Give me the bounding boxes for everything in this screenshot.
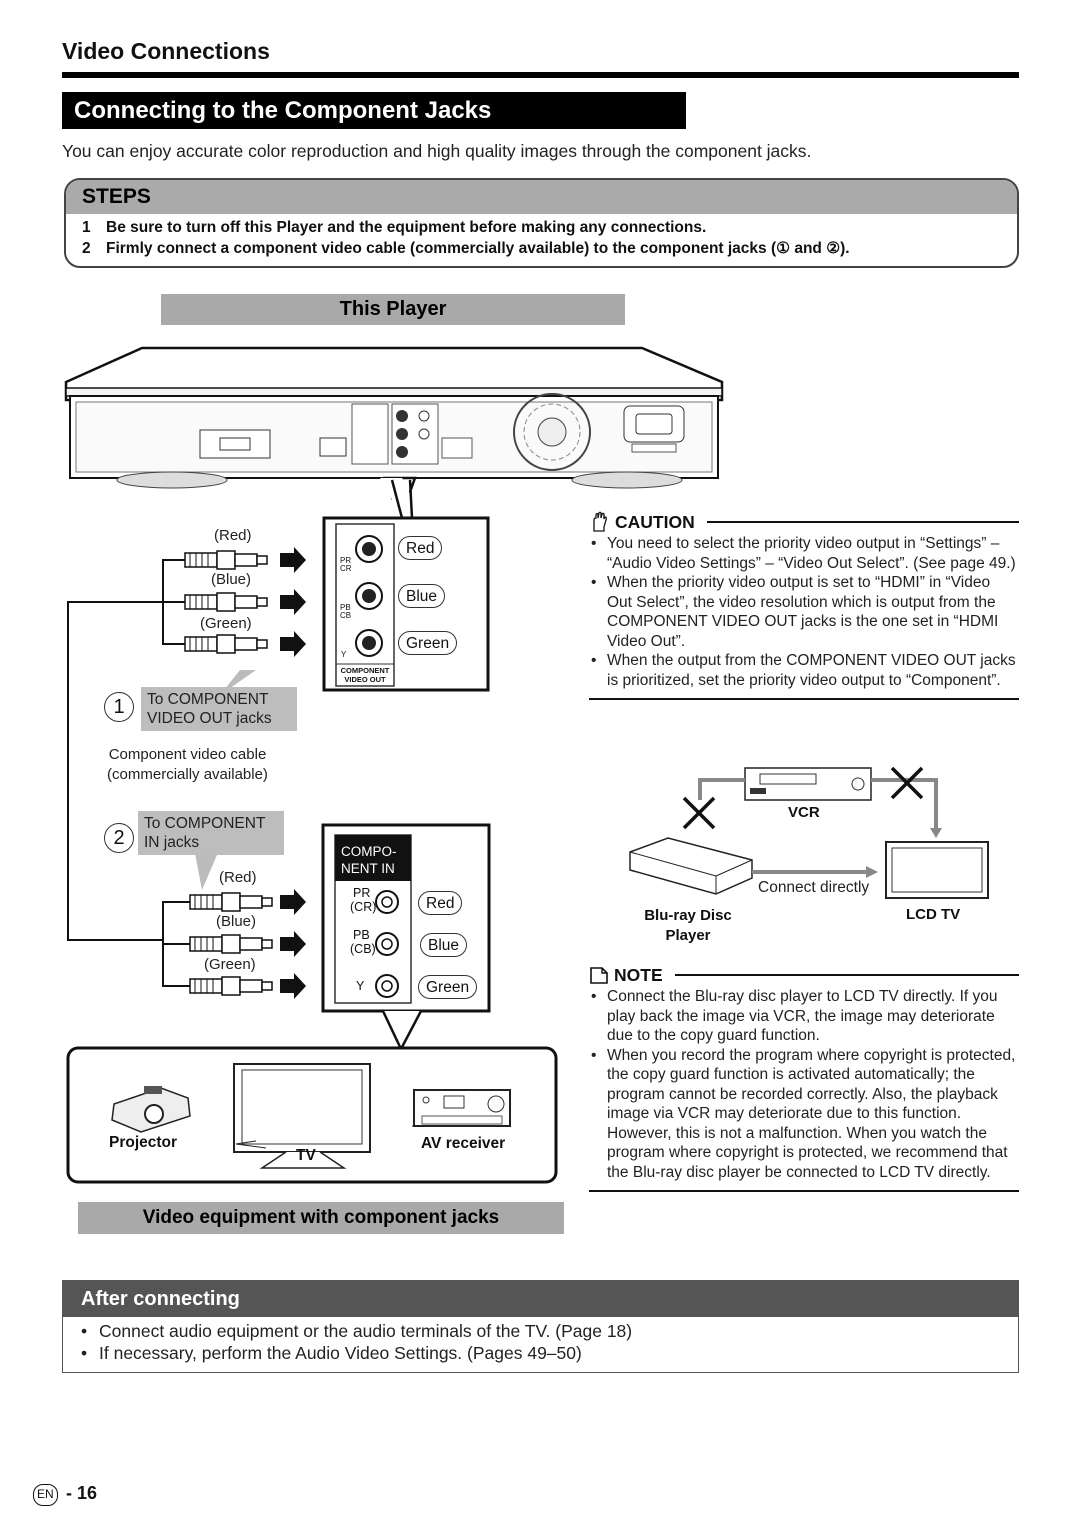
caution-item: • When the output from the COMPONENT VIDEO OUT jacks is prioritized, set the priority video output to “Component”. (589, 651, 1019, 690)
y-label: Y (341, 650, 347, 659)
tv-blue-pill: Blue (420, 933, 467, 957)
after-connecting-box (62, 1280, 1019, 1373)
step-number: 2 (82, 240, 91, 257)
player-red-pill: Red (398, 536, 442, 560)
note-icon (589, 965, 609, 985)
after-item: • If necessary, perform the Audio Video Settings. (Pages 49–50) (81, 1343, 582, 1363)
step-number: 1 (82, 219, 91, 236)
lcd-tv-label: LCD TV (906, 906, 961, 923)
top-green-label: (Green) (200, 615, 252, 632)
player-back-illustration (62, 340, 727, 500)
step1-label: To COMPONENT VIDEO OUT jacks (141, 687, 297, 731)
after-connecting-heading: After connecting (81, 1288, 240, 1310)
step-2 (82, 239, 850, 258)
page-title: Connecting to the Component Jacks (62, 92, 686, 129)
connect-directly-label: Connect directly (758, 879, 870, 896)
bottom-green-label: (Green) (204, 956, 256, 973)
pr-label: PR CR (340, 556, 352, 573)
caution-item: • When the priority video output is set to “HDMI” in “Video Out Select”, the video resolution which is output from the COMPONENT VIDEO OUT jacks is the one set in “HDMI Video Out”. (589, 573, 1019, 651)
top-blue-label: (Blue) (211, 571, 252, 588)
steps-header (66, 180, 1017, 214)
av-receiver-label: AV receiver (421, 1135, 506, 1152)
step2-number: 2 (104, 823, 134, 853)
step-text: Firmly connect a component video cable (commercially available) to the component jacks (① and ②). (106, 240, 850, 257)
caution-section (589, 510, 1019, 700)
note-item: • When you record the program where copyright is protected, the copy guard function is activated automatically; the program cannot be recorded correctly. Also, the playback image via VCR may deteriorate due to this function. However, this is not a malfunction. When you watch the program where copyright is protected, we recommend that the Blu-ray disc player be connected to LCD TV directly. (589, 1046, 1019, 1183)
tv-y-label: Y (356, 979, 365, 993)
caution-item: • You need to select the priority video output in “Settings” – “Audio Video Settings” – “Video Out Select”. (See page 49.) (589, 534, 1019, 573)
bottom-red-label: (Red) (219, 869, 257, 886)
component-in-header: COMPO- NENT IN (341, 844, 397, 876)
steps-heading: STEPS (82, 185, 151, 208)
bluray-label: Blu-ray Disc Player (644, 907, 732, 944)
cross-icon (892, 768, 922, 798)
caution-heading: CAUTION (615, 511, 695, 532)
after-connecting-header (63, 1281, 1018, 1317)
cross-icon (684, 798, 714, 828)
player-blue-pill: Blue (398, 584, 445, 608)
top-red-label: (Red) (214, 527, 252, 544)
note-item: • Connect the Blu-ray disc player to LCD TV directly. If you play back the image via VCR, the image may deteriorate due to the copy guard function. (589, 987, 1019, 1046)
step-text: Be sure to turn off this Player and the equipment before making any connections. (106, 219, 707, 236)
vcr-label: VCR (788, 804, 820, 821)
lcd-tv-icon (886, 842, 988, 898)
devices-box (66, 1046, 558, 1186)
this-player-label: This Player (161, 294, 625, 325)
step1-number: 1 (104, 692, 134, 722)
step2-label: To COMPONENT IN jacks (138, 811, 284, 855)
vcr-icon (745, 768, 871, 800)
note-section (589, 963, 1019, 1192)
player-green-pill: Green (398, 631, 457, 655)
header-rule (62, 72, 1019, 78)
component-video-out-label: COMPONENT VIDEO OUT (340, 666, 390, 684)
tv-pb-label: PB (CB) (350, 928, 376, 956)
av-receiver-icon (412, 1090, 510, 1126)
tv-pr-label: PR (CR) (350, 886, 377, 914)
pb-label: PB CB (340, 603, 352, 620)
page-number: - 16 (66, 1483, 98, 1503)
steps-box (64, 178, 1019, 268)
bottom-blue-label: (Blue) (216, 913, 257, 930)
tv-label: TV (296, 1147, 316, 1164)
section-title: Video Connections (62, 38, 270, 64)
equipment-label: Video equipment with component jacks (78, 1202, 564, 1234)
hand-icon (589, 511, 611, 533)
after-item: • Connect audio equipment or the audio terminals of the TV. (Page 18) (81, 1321, 633, 1341)
cable-label: Component video cable (commercially available) (107, 746, 268, 783)
step-1 (82, 219, 706, 237)
bluray-player-icon (630, 838, 752, 894)
intro-text: You can enjoy accurate color reproduction and high quality images through the component jacks. (62, 141, 812, 161)
tv-red-pill: Red (418, 891, 462, 915)
language-badge: EN (33, 1484, 58, 1506)
tv-green-pill: Green (418, 975, 477, 999)
note-heading: NOTE (614, 964, 663, 985)
projector-label: Projector (109, 1134, 178, 1151)
